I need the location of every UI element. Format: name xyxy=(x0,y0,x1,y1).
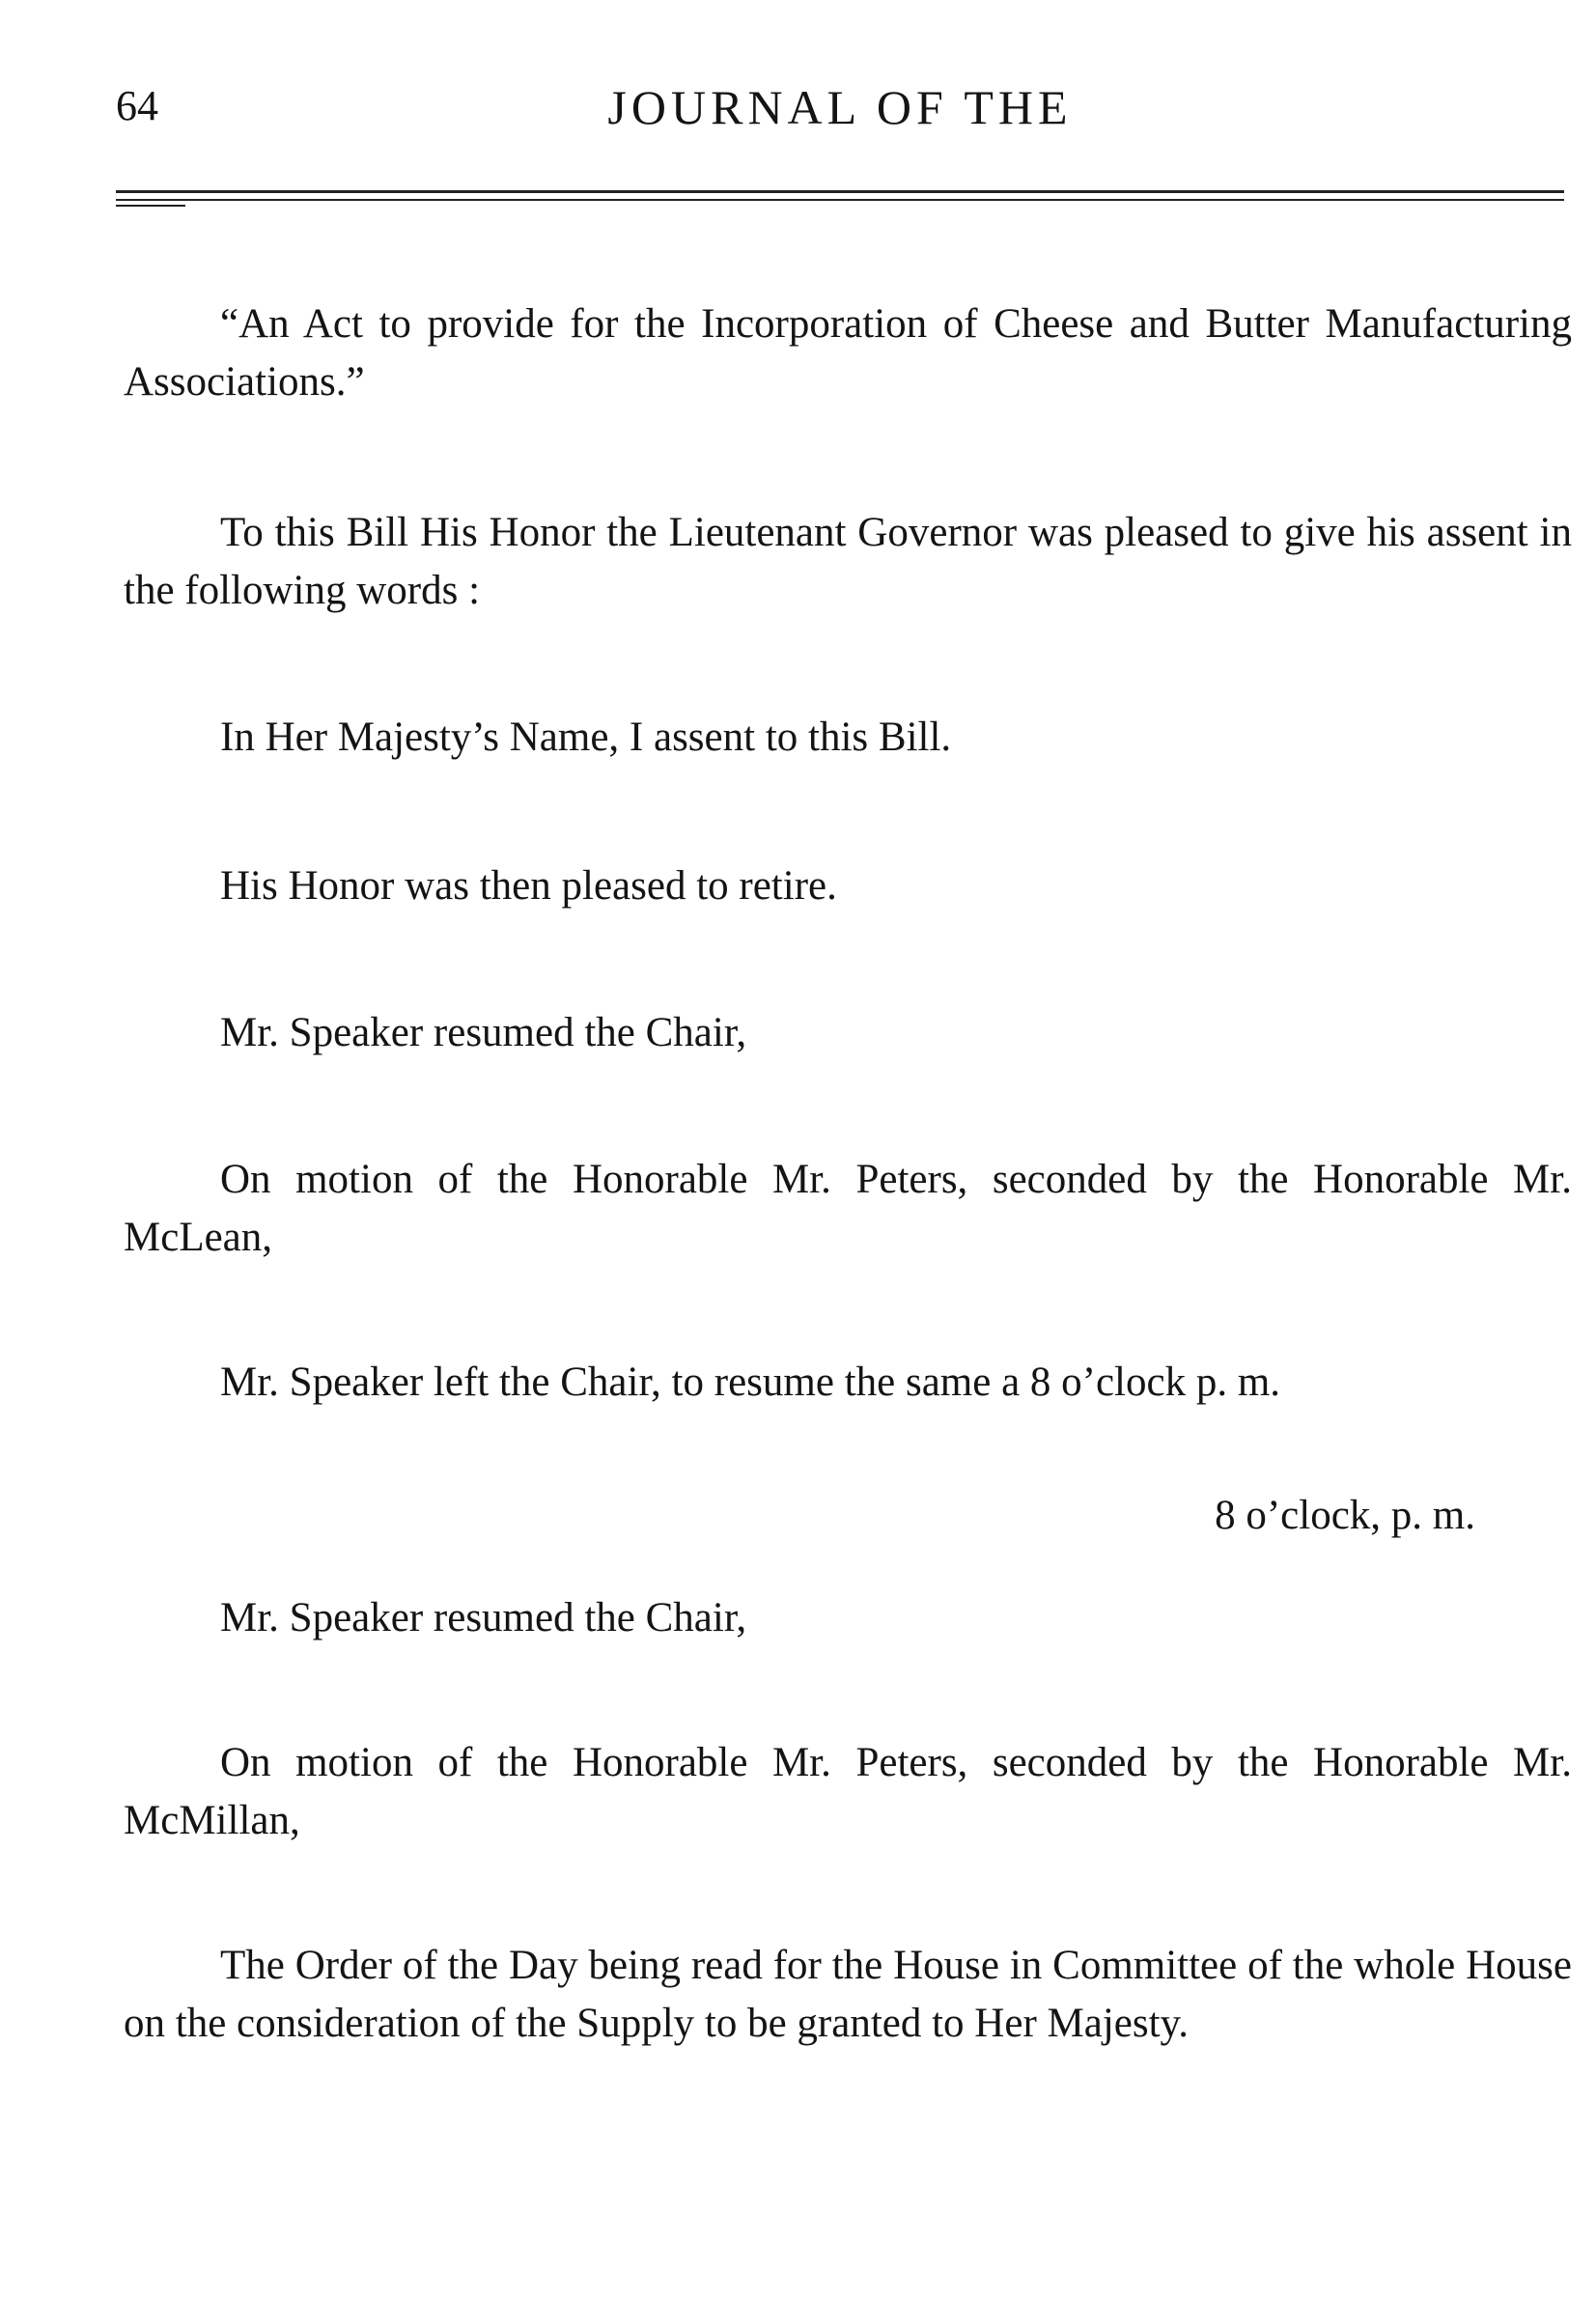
paragraph-speaker-resumed-evening: Mr. Speaker resumed the Chair, xyxy=(220,1595,747,1640)
paragraph-act-title: “An Act to provide for the Incorporation of Cheese and Butter Manufacturing Associations.” xyxy=(124,301,1572,405)
page-number: 64 xyxy=(116,82,158,129)
header-rule-bottom xyxy=(116,199,1564,201)
paragraph-motion-mcmillan: On motion of the Honorable Mr. Peters, seconded by the Honorable Mr. McMillan, xyxy=(124,1740,1572,1843)
page-header xyxy=(116,77,1564,145)
paragraph-speaker-left: Mr. Speaker left the Chair, to resume the same a 8 o’clock p. m. xyxy=(220,1360,1281,1405)
paragraph-honor-retire: His Honor was then pleased to retire. xyxy=(220,863,837,909)
paragraph-assent-intro: To this Bill His Honor the Lieutenant Governor was pleased to give his assent in the following words : xyxy=(124,510,1572,613)
paragraph-speaker-resumed: Mr. Speaker resumed the Chair, xyxy=(220,1010,747,1055)
running-title: JOURNAL OF THE xyxy=(607,80,1073,134)
header-rule-top xyxy=(116,190,1564,193)
time-heading: 8 o’clock, p. m. xyxy=(1215,1493,1475,1538)
paragraph-motion-mclean: On motion of the Honorable Mr. Peters, seconded by the Honorable Mr. McLean, xyxy=(124,1157,1572,1260)
paragraph-assent-words: In Her Majesty’s Name, I assent to this Bill. xyxy=(220,715,952,760)
paragraph-order-of-day: The Order of the Day being read for the House in Committee of the whole House on the consideration of the Supply to be granted to Her Majesty. xyxy=(124,1943,1572,2046)
header-rule-stub xyxy=(116,205,185,207)
